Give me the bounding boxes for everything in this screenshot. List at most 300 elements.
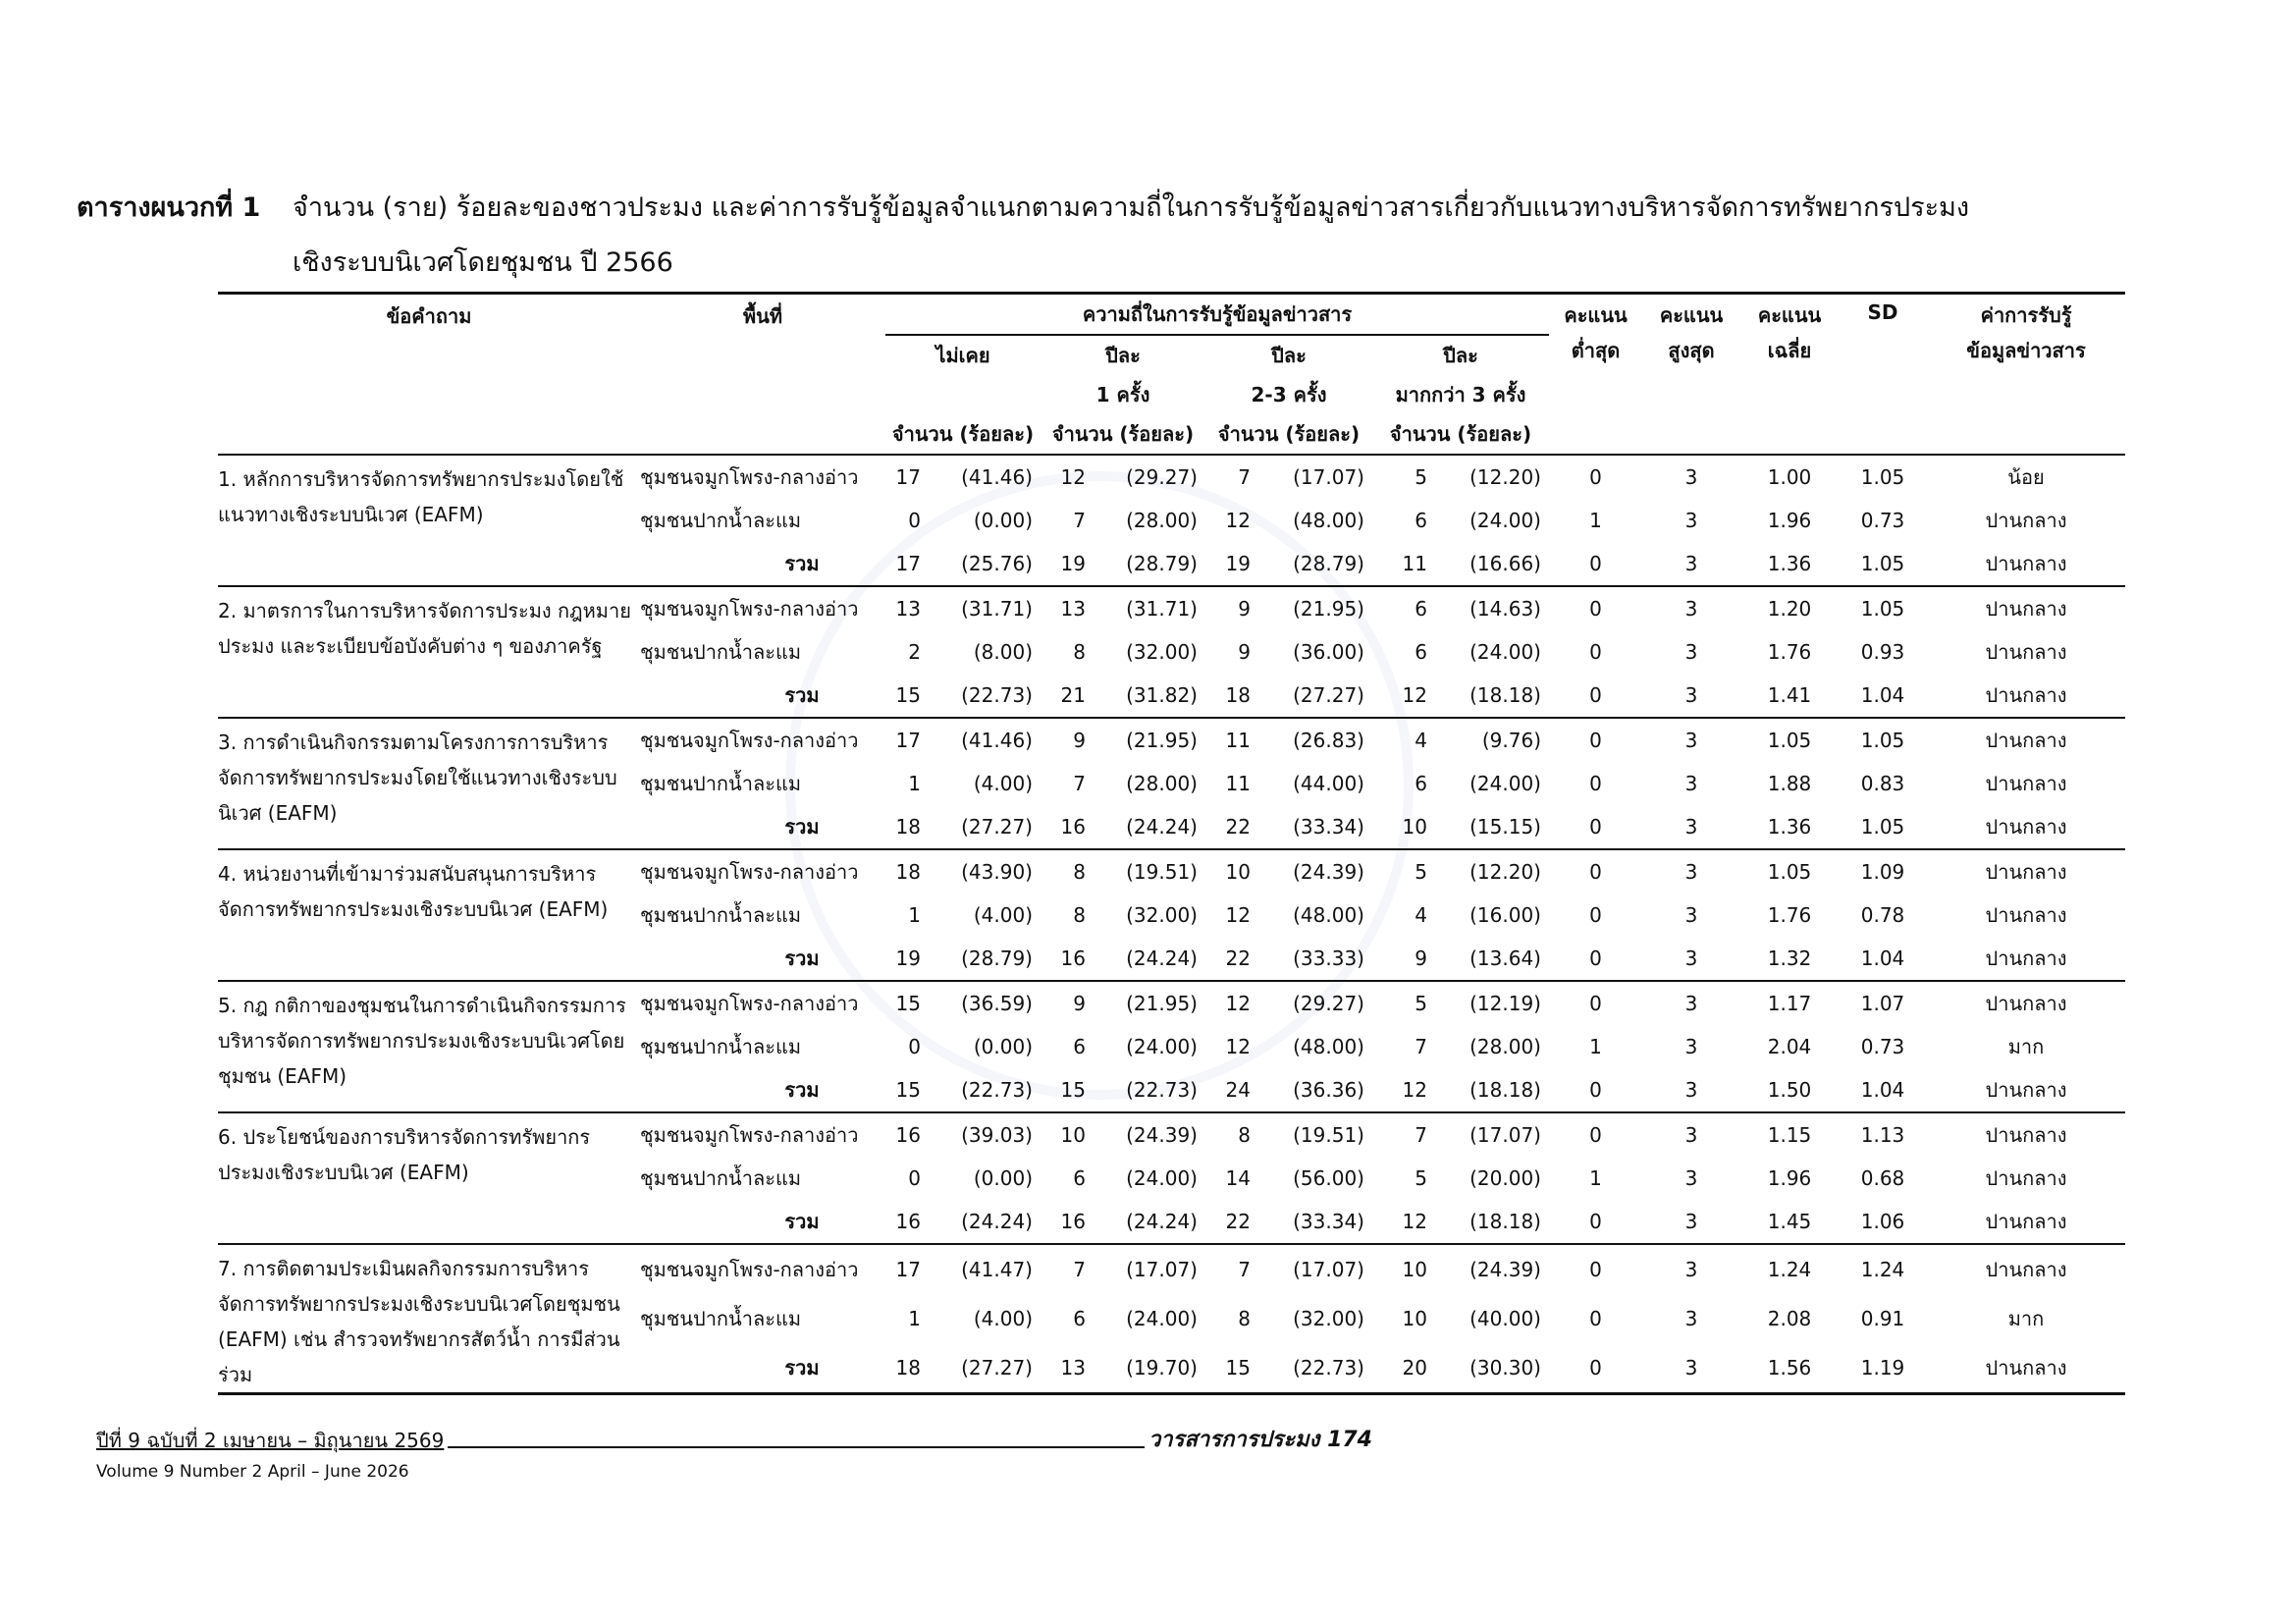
cell-n3: 12 <box>1225 509 1251 532</box>
cell-p1: (27.27) <box>961 815 1033 839</box>
cell-n4: 4 <box>1415 903 1427 927</box>
header-count-pct: จำนวน (ร้อยละ) <box>891 422 1035 446</box>
cell-p2: (19.51) <box>1126 860 1198 884</box>
cell-n1: 17 <box>895 1258 921 1281</box>
cell-n3: 7 <box>1238 1258 1251 1281</box>
cell-p2: (32.00) <box>1126 903 1198 927</box>
cell-level: ปานกลาง <box>1985 683 2067 707</box>
header-frequency: ความถี่ในการรับรู้ข้อมูลข่าวสาร <box>885 294 1549 336</box>
cell-min: 0 <box>1589 683 1602 707</box>
cell-p2: (28.79) <box>1126 552 1198 575</box>
cell-n4: 9 <box>1415 947 1427 970</box>
cell-sd: 0.83 <box>1860 772 1905 795</box>
caption-line-2: เชิงระบบนิเวศโดยชุมชน ปี 2566 <box>293 247 673 278</box>
cell-n3: 19 <box>1225 552 1251 575</box>
cell-p2: (24.00) <box>1126 1166 1198 1190</box>
cell-p1: (24.24) <box>961 1210 1033 1233</box>
cell-p3: (48.00) <box>1293 509 1364 532</box>
cell-min: 0 <box>1589 1210 1602 1233</box>
cell-p2: (32.00) <box>1126 640 1198 664</box>
area-cell: ชุมชนจมูกโพรง-กลางอ่าว <box>640 465 859 489</box>
cell-max: 3 <box>1684 815 1698 839</box>
area-cell: รวม <box>784 683 820 707</box>
area-cell: รวม <box>784 1355 820 1380</box>
table-row <box>218 1244 2125 1294</box>
cell-sd: 0.91 <box>1860 1306 1905 1330</box>
cell-sd: 1.19 <box>1860 1355 1905 1380</box>
area-cell: รวม <box>784 1210 820 1233</box>
cell-n3: 11 <box>1225 729 1251 752</box>
cell-mean: 1.88 <box>1767 772 1812 795</box>
cell-max: 3 <box>1684 597 1698 621</box>
cell-p4: (28.00) <box>1469 1035 1541 1058</box>
cell-n2: 15 <box>1060 1078 1086 1102</box>
cell-p3: (36.00) <box>1293 640 1364 664</box>
cell-mean: 1.36 <box>1767 815 1812 839</box>
cell-p4: (24.39) <box>1469 1258 1541 1281</box>
cell-n4: 10 <box>1402 815 1427 839</box>
cell-max: 3 <box>1684 1078 1698 1102</box>
cell-n2: 19 <box>1060 552 1086 575</box>
cell-p3: (21.95) <box>1293 597 1364 621</box>
cell-n2: 7 <box>1073 772 1086 795</box>
cell-n2: 16 <box>1060 815 1086 839</box>
cell-min: 0 <box>1589 1355 1602 1380</box>
cell-p4: (17.07) <box>1469 1123 1541 1147</box>
cell-p4: (20.00) <box>1469 1166 1541 1190</box>
cell-n4: 4 <box>1415 729 1427 752</box>
cell-n1: 15 <box>895 683 921 707</box>
area-cell: ชุมชนปากน้ำละแม <box>640 640 802 664</box>
cell-n4: 6 <box>1415 597 1427 621</box>
cell-mean: 1.17 <box>1767 992 1812 1015</box>
cell-p1: (22.73) <box>961 1078 1033 1102</box>
header-count-pct: จำนวน (ร้อยละ) <box>1217 422 1361 446</box>
cell-p1: (36.59) <box>961 992 1033 1015</box>
area-cell: ชุมชนปากน้ำละแม <box>640 903 802 927</box>
cell-n2: 16 <box>1060 1210 1086 1233</box>
cell-max: 3 <box>1684 992 1698 1015</box>
footer-rule <box>448 1446 1145 1448</box>
cell-p3: (33.34) <box>1293 815 1364 839</box>
cell-n2: 13 <box>1060 1355 1086 1380</box>
cell-n1: 2 <box>908 640 921 664</box>
cell-p2: (21.95) <box>1126 992 1198 1015</box>
cell-n2: 7 <box>1073 1258 1086 1281</box>
cell-p4: (18.18) <box>1469 1078 1541 1102</box>
cell-n1: 16 <box>895 1210 921 1233</box>
cell-p1: (4.00) <box>973 772 1033 795</box>
cell-sd: 1.09 <box>1860 860 1905 884</box>
caption-label: ตารางผนวกที่ 1 <box>77 192 261 223</box>
cell-p3: (33.34) <box>1293 1210 1364 1233</box>
cell-p4: (9.76) <box>1481 729 1541 752</box>
cell-n1: 15 <box>895 992 921 1015</box>
cell-p1: (43.90) <box>961 860 1033 884</box>
cell-sd: 0.78 <box>1860 903 1905 927</box>
cell-p1: (39.03) <box>961 1123 1033 1147</box>
cell-level: ปานกลาง <box>1985 509 2067 532</box>
cell-n3: 22 <box>1225 1210 1251 1233</box>
cell-p1: (41.46) <box>961 729 1033 752</box>
cell-level: ปานกลาง <box>1985 772 2067 795</box>
cell-max: 3 <box>1684 683 1698 707</box>
caption-text: จำนวน (ราย) ร้อยละของชาวประมง และค่าการรับรู้ข้อมูลจำแนกตามความถี่ในการรับรู้ข้อมูลข่าวสารเกี่ยวกับแนวทางบริหารจัดการทรัพยากรประมง <box>293 192 1970 223</box>
cell-p2: (24.24) <box>1126 947 1198 970</box>
area-cell: ชุมชนปากน้ำละแม <box>640 509 802 532</box>
cell-p3: (48.00) <box>1293 1035 1364 1058</box>
cell-sd: 1.05 <box>1860 597 1905 621</box>
cell-sd: 1.05 <box>1860 815 1905 839</box>
cell-p4: (24.00) <box>1469 772 1541 795</box>
cell-level: มาก <box>2007 1306 2045 1330</box>
cell-min: 0 <box>1589 1306 1602 1330</box>
cell-mean: 1.24 <box>1767 1258 1812 1281</box>
cell-n1: 17 <box>895 729 921 752</box>
cell-mean: 1.96 <box>1767 1166 1812 1190</box>
cell-mean: 1.56 <box>1767 1355 1812 1380</box>
cell-n1: 0 <box>908 1035 921 1058</box>
cell-max: 3 <box>1684 903 1698 927</box>
cell-min: 0 <box>1589 552 1602 575</box>
cell-p1: (0.00) <box>973 509 1033 532</box>
cell-level: ปานกลาง <box>1985 903 2067 927</box>
cell-n3: 8 <box>1238 1123 1251 1147</box>
cell-mean: 1.96 <box>1767 509 1812 532</box>
cell-n1: 15 <box>895 1078 921 1102</box>
cell-p4: (18.18) <box>1469 683 1541 707</box>
cell-level: ปานกลาง <box>1985 1123 2067 1147</box>
cell-sd: 1.24 <box>1860 1258 1905 1281</box>
cell-min: 0 <box>1589 640 1602 664</box>
cell-max: 3 <box>1684 1166 1698 1190</box>
cell-level: ปานกลาง <box>1985 815 2067 839</box>
table-row <box>218 718 2125 762</box>
footer-issue-en: Volume 9 Number 2 April – June 2026 <box>96 1462 409 1482</box>
cell-p4: (12.19) <box>1469 992 1541 1015</box>
table-row <box>218 849 2125 893</box>
cell-n4: 20 <box>1402 1355 1427 1380</box>
cell-mean: 1.76 <box>1767 640 1812 664</box>
cell-n1: 16 <box>895 1123 921 1147</box>
cell-p1: (4.00) <box>973 903 1033 927</box>
question-text: 7. การติดตามประเมินผลกิจกรรมการบริหารจัดการทรัพยากรประมงเชิงระบบนิเวศโดยชุมชน (EAFM) เช่น สำรวจทรัพยากรสัตว์น้ำ การมีส่วนร่วม <box>218 1257 620 1386</box>
table-row <box>218 586 2125 630</box>
header-never: ไม่เคย <box>935 344 990 367</box>
cell-n4: 12 <box>1402 1078 1427 1102</box>
cell-min: 0 <box>1589 772 1602 795</box>
cell-p4: (14.63) <box>1469 597 1541 621</box>
cell-p3: (27.27) <box>1293 683 1364 707</box>
question-text: 5. กฎ กติกาของชุมชนในการดำเนินกิจกรรมการบริหารจัดการทรัพยากรประมงเชิงระบบนิเวศโดยชุมชน (EAFM) <box>218 994 626 1088</box>
cell-mean: 1.05 <box>1767 860 1812 884</box>
cell-level: ปานกลาง <box>1985 640 2067 664</box>
header-more-b: มากกว่า 3 ครั้ง <box>1395 383 1526 406</box>
area-cell: ชุมชนจมูกโพรง-กลางอ่าว <box>640 1123 859 1147</box>
cell-n4: 12 <box>1402 683 1427 707</box>
cell-sd: 1.06 <box>1860 1210 1905 1233</box>
cell-max: 3 <box>1684 1210 1698 1233</box>
cell-max: 3 <box>1684 729 1698 752</box>
cell-mean: 2.08 <box>1767 1306 1812 1330</box>
cell-max: 3 <box>1684 640 1698 664</box>
header-mean-a: คะแนน <box>1757 302 1822 327</box>
cell-p3: (56.00) <box>1293 1166 1364 1190</box>
cell-p2: (31.71) <box>1126 597 1198 621</box>
cell-p2: (24.00) <box>1126 1035 1198 1058</box>
cell-sd: 0.93 <box>1860 640 1905 664</box>
cell-n2: 6 <box>1073 1306 1086 1330</box>
cell-p3: (36.36) <box>1293 1078 1364 1102</box>
cell-level: ปานกลาง <box>1985 597 2067 621</box>
area-cell: ชุมชนปากน้ำละแม <box>640 1035 802 1058</box>
cell-max: 3 <box>1684 1035 1698 1058</box>
cell-max: 3 <box>1684 1306 1698 1330</box>
cell-max: 3 <box>1684 465 1698 489</box>
cell-p4: (15.15) <box>1469 815 1541 839</box>
cell-p2: (22.73) <box>1126 1078 1198 1102</box>
cell-p4: (24.00) <box>1469 509 1541 532</box>
cell-n2: 13 <box>1060 597 1086 621</box>
cell-n2: 8 <box>1073 903 1086 927</box>
cell-p3: (33.33) <box>1293 947 1364 970</box>
cell-n4: 7 <box>1415 1035 1427 1058</box>
cell-max: 3 <box>1684 509 1698 532</box>
cell-n4: 11 <box>1402 552 1427 575</box>
cell-min: 0 <box>1589 597 1602 621</box>
header-min-b: ต่ำสุด <box>1571 339 1621 362</box>
cell-p1: (28.79) <box>961 947 1033 970</box>
header-max-b: สูงสุด <box>1668 339 1715 362</box>
area-cell: รวม <box>784 1078 820 1102</box>
header-once-a: ปีละ <box>1105 344 1141 367</box>
cell-n2: 7 <box>1073 509 1086 532</box>
cell-p3: (29.27) <box>1293 992 1364 1015</box>
cell-p3: (17.07) <box>1293 465 1364 489</box>
footer-issue-th: ปีที่ 9 ฉบับที่ 2 เมษายน – มิถุนายน 2569 <box>96 1429 445 1452</box>
table-caption <box>77 181 2236 291</box>
area-cell: ชุมชนปากน้ำละแม <box>640 772 802 795</box>
cell-n3: 18 <box>1225 683 1251 707</box>
question-text: 4. หน่วยงานที่เข้ามาร่วมสนับสนุนการบริหารจัดการทรัพยากรประมงเชิงระบบนิเวศ (EAFM) <box>218 862 609 921</box>
cell-level: ปานกลาง <box>1985 1078 2067 1102</box>
cell-n1: 1 <box>908 1306 921 1330</box>
cell-p4: (18.18) <box>1469 1210 1541 1233</box>
cell-n3: 24 <box>1225 1078 1251 1102</box>
area-cell: ชุมชนจมูกโพรง-กลางอ่าว <box>640 860 859 884</box>
cell-level: น้อย <box>2007 465 2045 489</box>
cell-min: 0 <box>1589 729 1602 752</box>
cell-n3: 14 <box>1225 1166 1251 1190</box>
cell-level: ปานกลาง <box>1985 1355 2067 1380</box>
cell-n1: 18 <box>895 815 921 839</box>
cell-level: ปานกลาง <box>1985 552 2067 575</box>
cell-level: ปานกลาง <box>1985 729 2067 752</box>
cell-min: 0 <box>1589 815 1602 839</box>
cell-p2: (28.00) <box>1126 772 1198 795</box>
cell-min: 1 <box>1589 1035 1602 1058</box>
cell-mean: 1.15 <box>1767 1123 1812 1147</box>
header-question: ข้อคำถาม <box>386 304 472 328</box>
cell-sd: 1.05 <box>1860 729 1905 752</box>
cell-min: 0 <box>1589 947 1602 970</box>
cell-mean: 1.32 <box>1767 947 1812 970</box>
question-text: 2. มาตรการในการบริหารจัดการประมง กฎหมายประมง และระเบียบข้อบังคับต่าง ๆ ของภาครัฐ <box>218 599 631 658</box>
cell-mean: 1.20 <box>1767 597 1812 621</box>
cell-mean: 1.36 <box>1767 552 1812 575</box>
cell-min: 0 <box>1589 860 1602 884</box>
cell-sd: 0.68 <box>1860 1166 1905 1190</box>
table-row <box>218 981 2125 1025</box>
cell-n1: 17 <box>895 552 921 575</box>
area-cell: ชุมชนจมูกโพรง-กลางอ่าว <box>640 729 859 752</box>
cell-n4: 6 <box>1415 772 1427 795</box>
cell-n1: 18 <box>895 1355 921 1380</box>
cell-p4: (40.00) <box>1469 1306 1541 1330</box>
cell-max: 3 <box>1684 1258 1698 1281</box>
header-level-b: ข้อมูลข่าวสาร <box>1966 339 2086 362</box>
area-cell: ชุมชนจมูกโพรง-กลางอ่าว <box>640 597 859 621</box>
cell-min: 0 <box>1589 903 1602 927</box>
cell-n2: 9 <box>1073 729 1086 752</box>
cell-min: 0 <box>1589 1258 1602 1281</box>
cell-sd: 1.05 <box>1860 465 1905 489</box>
cell-n4: 5 <box>1415 860 1427 884</box>
header-count-pct: จำนวน (ร้อยละ) <box>1389 422 1532 446</box>
cell-p4: (12.20) <box>1469 860 1541 884</box>
cell-n4: 5 <box>1415 465 1427 489</box>
cell-n3: 11 <box>1225 772 1251 795</box>
cell-max: 3 <box>1684 1355 1698 1380</box>
cell-mean: 1.50 <box>1767 1078 1812 1102</box>
cell-n3: 10 <box>1225 860 1251 884</box>
cell-n1: 17 <box>895 465 921 489</box>
cell-n2: 6 <box>1073 1166 1086 1190</box>
cell-n3: 12 <box>1225 1035 1251 1058</box>
cell-p2: (21.95) <box>1126 729 1198 752</box>
cell-p1: (31.71) <box>961 597 1033 621</box>
cell-mean: 1.05 <box>1767 729 1812 752</box>
cell-n3: 8 <box>1238 1306 1251 1330</box>
cell-n2: 21 <box>1060 683 1086 707</box>
cell-p1: (8.00) <box>973 640 1033 664</box>
header-max-a: คะแนน <box>1659 302 1724 327</box>
header-more-a: ปีละ <box>1443 344 1478 367</box>
cell-sd: 1.04 <box>1860 683 1905 707</box>
cell-mean: 2.04 <box>1767 1035 1812 1058</box>
footer-journal: วารสารการประมง 174 <box>1148 1428 1372 1452</box>
cell-n1: 19 <box>895 947 921 970</box>
cell-level: ปานกลาง <box>1985 947 2067 970</box>
cell-p2: (29.27) <box>1126 465 1198 489</box>
cell-p3: (24.39) <box>1293 860 1364 884</box>
cell-level: ปานกลาง <box>1985 1210 2067 1233</box>
cell-p4: (16.00) <box>1469 903 1541 927</box>
cell-p3: (17.07) <box>1293 1258 1364 1281</box>
cell-sd: 0.73 <box>1860 1035 1905 1058</box>
cell-sd: 0.73 <box>1860 509 1905 532</box>
cell-n3: 12 <box>1225 903 1251 927</box>
cell-max: 3 <box>1684 860 1698 884</box>
header-min-a: คะแนน <box>1564 302 1628 327</box>
page-footer <box>96 1422 1372 1482</box>
cell-max: 3 <box>1684 1123 1698 1147</box>
cell-n3: 22 <box>1225 815 1251 839</box>
table-row <box>218 1112 2125 1157</box>
cell-max: 3 <box>1684 947 1698 970</box>
cell-level: ปานกลาง <box>1985 860 2067 884</box>
cell-min: 0 <box>1589 465 1602 489</box>
cell-min: 1 <box>1589 509 1602 532</box>
cell-n3: 9 <box>1238 640 1251 664</box>
cell-n4: 6 <box>1415 640 1427 664</box>
cell-p3: (19.51) <box>1293 1123 1364 1147</box>
header-mean-b: เฉลี่ย <box>1767 339 1812 362</box>
cell-level: ปานกลาง <box>1985 992 2067 1015</box>
header-once-b: 1 ครั้ง <box>1095 383 1150 406</box>
cell-n3: 7 <box>1238 465 1251 489</box>
cell-sd: 1.07 <box>1860 992 1905 1015</box>
question-text: 6. ประโยชน์ของการบริหารจัดการทรัพยากรประมงเชิงระบบนิเวศ (EAFM) <box>218 1125 591 1184</box>
cell-p1: (41.46) <box>961 465 1033 489</box>
cell-p3: (22.73) <box>1293 1355 1364 1380</box>
cell-n3: 9 <box>1238 597 1251 621</box>
header-twothree-a: ปีละ <box>1271 344 1307 367</box>
area-cell: รวม <box>784 947 820 970</box>
cell-p4: (12.20) <box>1469 465 1541 489</box>
cell-n3: 15 <box>1225 1355 1251 1380</box>
cell-p3: (48.00) <box>1293 903 1364 927</box>
cell-n2: 6 <box>1073 1035 1086 1058</box>
cell-min: 1 <box>1589 1166 1602 1190</box>
question-text: 1. หลักการบริหารจัดการทรัพยากรประมงโดยใช้แนวทางเชิงระบบนิเวศ (EAFM) <box>218 467 624 526</box>
cell-n1: 1 <box>908 903 921 927</box>
cell-p4: (30.30) <box>1469 1355 1541 1380</box>
area-cell: รวม <box>784 552 820 575</box>
cell-p2: (31.82) <box>1126 683 1198 707</box>
cell-min: 0 <box>1589 1123 1602 1147</box>
cell-n4: 5 <box>1415 992 1427 1015</box>
area-cell: ชุมชนจมูกโพรง-กลางอ่าว <box>640 1258 859 1281</box>
cell-n4: 5 <box>1415 1166 1427 1190</box>
cell-p2: (24.24) <box>1126 1210 1198 1233</box>
cell-n2: 12 <box>1060 465 1086 489</box>
cell-p4: (13.64) <box>1469 947 1541 970</box>
cell-p1: (41.47) <box>961 1258 1033 1281</box>
cell-p1: (0.00) <box>973 1035 1033 1058</box>
cell-sd: 1.05 <box>1860 552 1905 575</box>
cell-p2: (17.07) <box>1126 1258 1198 1281</box>
cell-sd: 1.13 <box>1860 1123 1905 1147</box>
cell-n4: 7 <box>1415 1123 1427 1147</box>
cell-p3: (26.83) <box>1293 729 1364 752</box>
area-cell: ชุมชนปากน้ำละแม <box>640 1306 802 1330</box>
cell-level: ปานกลาง <box>1985 1166 2067 1190</box>
header-count-pct: จำนวน (ร้อยละ) <box>1051 422 1195 446</box>
cell-min: 0 <box>1589 1078 1602 1102</box>
table-row <box>218 455 2125 499</box>
caption-line-1 <box>77 181 2236 236</box>
cell-n1: 0 <box>908 509 921 532</box>
cell-level: ปานกลาง <box>1985 1258 2067 1281</box>
cell-p2: (24.39) <box>1126 1123 1198 1147</box>
cell-n1: 1 <box>908 772 921 795</box>
header-sd: SD <box>1867 300 1898 324</box>
cell-n2: 10 <box>1060 1123 1086 1147</box>
cell-n1: 0 <box>908 1166 921 1190</box>
area-cell: ชุมชนปากน้ำละแม <box>640 1166 802 1190</box>
cell-p2: (19.70) <box>1126 1355 1198 1380</box>
